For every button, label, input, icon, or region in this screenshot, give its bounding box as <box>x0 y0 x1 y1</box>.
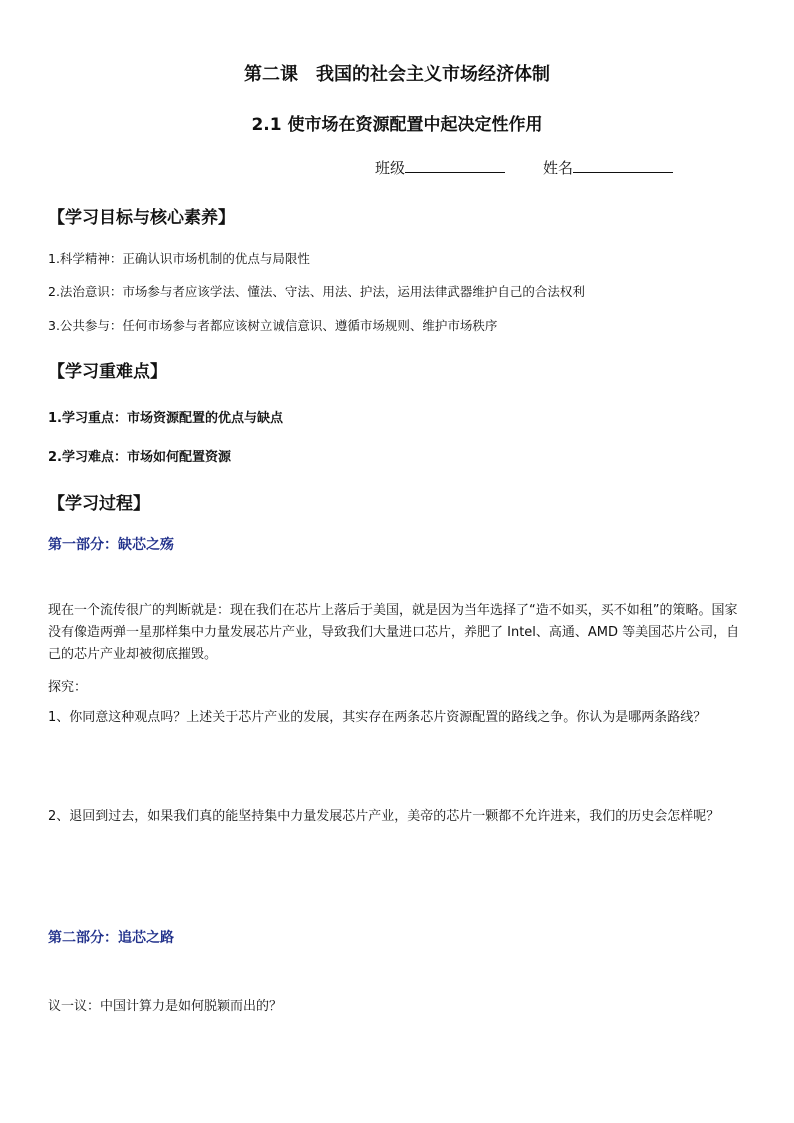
key-points-heading: 【学习重难点】 <box>48 362 167 382</box>
lesson-subtitle: 2.1 使市场在资源配置中起决定性作用 <box>251 115 543 135</box>
objectives-heading: 【学习目标与核心素养】 <box>48 208 235 228</box>
objective-item: 2.法治意识：市场参与者应该学法、懂法、守法、用法、护法，运用法律武器维护自己的合法权利 <box>48 284 585 299</box>
class-label: 班级 <box>375 159 406 177</box>
question-2-text: 2、退回到过去，如果我们真的能坚持集中力量发展芯片产业，美帝的芯片一颗都不允许进来，我们的历史会怎样呢？ <box>48 809 720 824</box>
class-name-line <box>375 157 673 178</box>
name-blank[interactable] <box>573 157 673 173</box>
objective-item: 3.公共参与：任何市场参与者都应该树立诚信意识、遵循市场规则、维护市场秩序 <box>48 318 498 333</box>
part2-title: 第二部分：追芯之路 <box>48 930 174 946</box>
question-1-text: 1、你同意这种观点吗？上述关于芯片产业的发展，其实存在两条芯片资源配置的路线之争。你认为是哪两条路线？ <box>48 710 707 725</box>
discuss-question: 议一议：中国计算力是如何脱颖而出的？ <box>48 999 283 1014</box>
question-1 <box>48 707 748 729</box>
lesson-title: 第二课 我国的社会主义市场经济体制 <box>244 64 550 85</box>
class-blank[interactable] <box>405 157 505 173</box>
key-point-item: 2.学习难点：市场如何配置资源 <box>48 450 231 465</box>
name-label: 姓名 <box>543 159 574 177</box>
key-point-item: 1.学习重点：市场资源配置的优点与缺点 <box>48 411 283 426</box>
objective-item: 1.科学精神：正确认识市场机制的优点与局限性 <box>48 251 310 266</box>
explore-label: 探究： <box>48 680 88 695</box>
process-heading: 【学习过程】 <box>48 494 150 514</box>
part1-paragraph <box>48 600 748 666</box>
question-2 <box>48 806 748 828</box>
part1-title: 第一部分：缺芯之殇 <box>48 537 174 553</box>
part1-paragraph-text: 现在一个流传很广的判断就是：现在我们在芯片上落后于美国，就是因为当年选择了“造不如买，买不如租”的策略。国家没有像造两弹一星那样集中力量发展芯片产业，导致我们大量进口芯片，养肥了 Intel、高通、AMD 等美国芯片公司，自己的芯片产业却被彻底摧毁。 <box>48 603 740 662</box>
